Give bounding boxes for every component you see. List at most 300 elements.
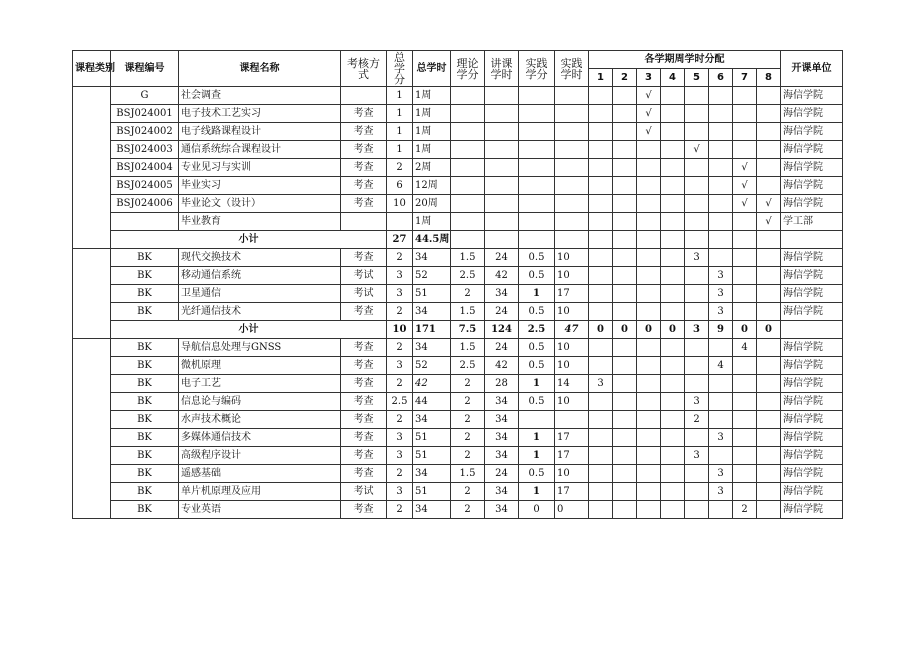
semester-8-value: [757, 105, 781, 123]
exam-type: 考查: [341, 411, 387, 429]
subtotal-label: 小计: [111, 231, 387, 249]
subtotal-semester-4: [661, 231, 685, 249]
semester-8-value: [757, 375, 781, 393]
theory-credits: [451, 159, 485, 177]
subtotal-row: [73, 321, 843, 339]
exam-type: 考查: [341, 177, 387, 195]
semester-2-value: [613, 339, 637, 357]
course-code: BK: [111, 267, 179, 285]
exam-type: 考试: [341, 267, 387, 285]
header-semester-8: 8: [757, 69, 781, 87]
subtotal-semester-1: 0: [589, 321, 613, 339]
lecture-hours: [485, 159, 519, 177]
course-name: 社会调查: [179, 87, 341, 105]
semester-4-value: [661, 159, 685, 177]
credits: 2: [387, 339, 413, 357]
semester-8-value: [757, 393, 781, 411]
exam-type: 考查: [341, 447, 387, 465]
semester-2-value: [613, 105, 637, 123]
subtotal-semester-2: 0: [613, 321, 637, 339]
course-name: 毕业论文（设计）: [179, 195, 341, 213]
total-hours: 51: [413, 285, 451, 303]
lecture-hours: 34: [485, 285, 519, 303]
practice-hours: 14: [555, 375, 589, 393]
semester-4-value: [661, 285, 685, 303]
lecture-hours: 24: [485, 249, 519, 267]
total-hours: 1周: [413, 87, 451, 105]
subtotal-practice-credits: [519, 231, 555, 249]
semester-8-value: [757, 141, 781, 159]
semester-8-value: [757, 357, 781, 375]
credits: 3: [387, 483, 413, 501]
practice-hours: [555, 411, 589, 429]
semester-8-value: [757, 87, 781, 105]
semester-8-value: [757, 303, 781, 321]
lecture-hours: 42: [485, 357, 519, 375]
header-practice-hours: 实践学时: [555, 51, 589, 87]
semester-5-value: [685, 429, 709, 447]
subtotal-practice-hours: 47: [555, 321, 589, 339]
total-hours: 34: [413, 249, 451, 267]
semester-8-value: [757, 123, 781, 141]
practice-hours: [555, 105, 589, 123]
department: 海信学院: [781, 159, 843, 177]
exam-type: 考查: [341, 159, 387, 177]
subtotal-dept: [781, 231, 843, 249]
lecture-hours: 34: [485, 501, 519, 519]
practice-credits: 1: [519, 447, 555, 465]
course-name: 专业见习与实训: [179, 159, 341, 177]
course-code: BK: [111, 393, 179, 411]
semester-7-value: [733, 213, 757, 231]
table-body: [73, 87, 843, 519]
semester-5-value: [685, 501, 709, 519]
semester-6-value: [709, 141, 733, 159]
exam-type: 考试: [341, 483, 387, 501]
practice-hours: 10: [555, 267, 589, 285]
practice-hours: [555, 87, 589, 105]
practice-hours: 17: [555, 447, 589, 465]
semester-6-value: [709, 411, 733, 429]
semester-6-value: [709, 123, 733, 141]
course-code: BSJ024002: [111, 123, 179, 141]
course-code: BK: [111, 501, 179, 519]
practice-credits: [519, 159, 555, 177]
table-row: [73, 285, 843, 303]
credits: 6: [387, 177, 413, 195]
theory-credits: 2: [451, 393, 485, 411]
semester-3-value: [637, 177, 661, 195]
semester-7-value: [733, 411, 757, 429]
course-name: 微机原理: [179, 357, 341, 375]
exam-type: [341, 213, 387, 231]
practice-credits: 1: [519, 483, 555, 501]
semester-2-value: [613, 393, 637, 411]
semester-8-value: [757, 501, 781, 519]
practice-credits: [519, 411, 555, 429]
semester-7-value: 2: [733, 501, 757, 519]
table-row: [73, 267, 843, 285]
exam-type: 考查: [341, 249, 387, 267]
subtotal-hours: 44.5周: [413, 231, 451, 249]
semester-1-value: [589, 429, 613, 447]
semester-5-value: [685, 159, 709, 177]
semester-4-value: [661, 267, 685, 285]
semester-3-value: [637, 249, 661, 267]
subtotal-semester-2: [613, 231, 637, 249]
semester-8-value: [757, 465, 781, 483]
theory-credits: 2: [451, 411, 485, 429]
semester-1-value: [589, 285, 613, 303]
course-name: 水声技术概论: [179, 411, 341, 429]
total-hours: 1周: [413, 105, 451, 123]
semester-7-value: 4: [733, 339, 757, 357]
subtotal-semester-7: [733, 231, 757, 249]
header-dept: 开课单位: [781, 51, 843, 87]
semester-3-value: [637, 447, 661, 465]
semester-4-value: [661, 141, 685, 159]
credits: 10: [387, 195, 413, 213]
credits: 3: [387, 285, 413, 303]
lecture-hours: [485, 87, 519, 105]
exam-type: 考查: [341, 105, 387, 123]
semester-4-value: [661, 213, 685, 231]
course-name: 光纤通信技术: [179, 303, 341, 321]
credits: 2: [387, 411, 413, 429]
semester-2-value: [613, 429, 637, 447]
theory-credits: 1.5: [451, 339, 485, 357]
practice-hours: 10: [555, 357, 589, 375]
total-hours: 1周: [413, 123, 451, 141]
course-code: BK: [111, 465, 179, 483]
total-hours: 52: [413, 357, 451, 375]
lecture-hours: [485, 213, 519, 231]
department: 海信学院: [781, 429, 843, 447]
semester-7-value: √: [733, 159, 757, 177]
lecture-hours: [485, 141, 519, 159]
semester-7-value: [733, 483, 757, 501]
header-semester-group: 各学期周学时分配: [589, 51, 781, 69]
header-total-hours: 总学时: [413, 51, 451, 87]
course-code: BK: [111, 429, 179, 447]
practice-credits: 1: [519, 285, 555, 303]
semester-7-value: [733, 285, 757, 303]
lecture-hours: 28: [485, 375, 519, 393]
semester-7-value: [733, 303, 757, 321]
semester-6-value: [709, 159, 733, 177]
lecture-hours: 34: [485, 429, 519, 447]
lecture-hours: [485, 105, 519, 123]
semester-2-value: [613, 375, 637, 393]
semester-1-value: [589, 213, 613, 231]
total-hours: 51: [413, 447, 451, 465]
semester-5-value: 3: [685, 393, 709, 411]
table-row: [73, 195, 843, 213]
table-row: [73, 303, 843, 321]
semester-6-value: [709, 213, 733, 231]
department: 海信学院: [781, 141, 843, 159]
course-name: 电子技术工艺实习: [179, 105, 341, 123]
semester-7-value: [733, 429, 757, 447]
semester-5-value: [685, 375, 709, 393]
semester-6-value: 3: [709, 429, 733, 447]
semester-5-value: [685, 357, 709, 375]
semester-2-value: [613, 123, 637, 141]
semester-8-value: [757, 339, 781, 357]
subtotal-lecture: 124: [485, 321, 519, 339]
semester-7-value: [733, 465, 757, 483]
semester-1-value: [589, 447, 613, 465]
practice-credits: [519, 123, 555, 141]
course-code: [111, 213, 179, 231]
header-semester-3: 3: [637, 69, 661, 87]
semester-7-value: [733, 141, 757, 159]
department: 海信学院: [781, 177, 843, 195]
practice-credits: 0: [519, 501, 555, 519]
total-hours: 1周: [413, 213, 451, 231]
course-code: BK: [111, 249, 179, 267]
semester-8-value: [757, 411, 781, 429]
total-hours: 44: [413, 393, 451, 411]
subtotal-row: [73, 231, 843, 249]
semester-6-value: [709, 177, 733, 195]
header-name: 课程名称: [179, 51, 341, 87]
semester-3-value: [637, 213, 661, 231]
credits: 2: [387, 501, 413, 519]
semester-3-value: [637, 393, 661, 411]
header-category: 课程类别: [73, 51, 111, 87]
semester-7-value: √: [733, 195, 757, 213]
subtotal-dept: [781, 321, 843, 339]
semester-8-value: [757, 285, 781, 303]
semester-7-value: [733, 105, 757, 123]
semester-2-value: [613, 177, 637, 195]
lecture-hours: 34: [485, 411, 519, 429]
practice-hours: 17: [555, 285, 589, 303]
credits: 3: [387, 447, 413, 465]
semester-1-value: [589, 483, 613, 501]
subtotal-semester-6: 9: [709, 321, 733, 339]
practice-hours: 10: [555, 393, 589, 411]
semester-7-value: [733, 123, 757, 141]
semester-4-value: [661, 339, 685, 357]
credits: 3: [387, 357, 413, 375]
subtotal-practice-credits: 2.5: [519, 321, 555, 339]
theory-credits: 1.5: [451, 465, 485, 483]
department: 海信学院: [781, 195, 843, 213]
practice-credits: 0.5: [519, 393, 555, 411]
semester-5-value: [685, 123, 709, 141]
header-exam: 考核方式: [341, 51, 387, 87]
semester-5-value: √: [685, 141, 709, 159]
semester-2-value: [613, 159, 637, 177]
semester-1-value: [589, 393, 613, 411]
exam-type: 考查: [341, 501, 387, 519]
semester-1-value: [589, 195, 613, 213]
theory-credits: 1.5: [451, 249, 485, 267]
course-code: BK: [111, 339, 179, 357]
semester-4-value: [661, 375, 685, 393]
practice-hours: 10: [555, 303, 589, 321]
semester-6-value: [709, 393, 733, 411]
course-code: BK: [111, 303, 179, 321]
course-name: 移动通信系统: [179, 267, 341, 285]
semester-7-value: [733, 375, 757, 393]
curriculum-table: [72, 50, 843, 519]
practice-credits: 0.5: [519, 357, 555, 375]
semester-1-value: [589, 267, 613, 285]
theory-credits: [451, 213, 485, 231]
semester-5-value: [685, 285, 709, 303]
subtotal-semester-3: [637, 231, 661, 249]
semester-2-value: [613, 501, 637, 519]
semester-7-value: [733, 87, 757, 105]
semester-3-value: [637, 501, 661, 519]
exam-type: 考查: [341, 123, 387, 141]
category-cell: [73, 249, 111, 339]
semester-4-value: [661, 447, 685, 465]
subtotal-theory: [451, 231, 485, 249]
semester-3-value: [637, 195, 661, 213]
credits: 2: [387, 465, 413, 483]
header-practice-credits: 实践学分: [519, 51, 555, 87]
semester-6-value: [709, 249, 733, 267]
total-hours: 51: [413, 429, 451, 447]
course-code: BK: [111, 483, 179, 501]
semester-3-value: [637, 429, 661, 447]
course-name: 现代交换技术: [179, 249, 341, 267]
semester-1-value: [589, 501, 613, 519]
practice-hours: 10: [555, 465, 589, 483]
semester-2-value: [613, 411, 637, 429]
course-name: 通信系统综合课程设计: [179, 141, 341, 159]
semester-8-value: √: [757, 213, 781, 231]
lecture-hours: [485, 177, 519, 195]
course-name: 电子工艺: [179, 375, 341, 393]
practice-hours: [555, 177, 589, 195]
department: 海信学院: [781, 357, 843, 375]
semester-2-value: [613, 447, 637, 465]
semester-7-value: [733, 393, 757, 411]
semester-4-value: [661, 465, 685, 483]
total-hours: 2周: [413, 159, 451, 177]
semester-1-value: [589, 465, 613, 483]
semester-1-value: [589, 411, 613, 429]
semester-3-value: [637, 483, 661, 501]
semester-4-value: [661, 429, 685, 447]
course-name: 信息论与编码: [179, 393, 341, 411]
department: 海信学院: [781, 303, 843, 321]
exam-type: 考查: [341, 393, 387, 411]
semester-3-value: √: [637, 105, 661, 123]
table-row: [73, 483, 843, 501]
exam-type: 考查: [341, 195, 387, 213]
semester-4-value: [661, 393, 685, 411]
department: 海信学院: [781, 123, 843, 141]
total-hours: 34: [413, 501, 451, 519]
course-name: 遥感基础: [179, 465, 341, 483]
table-row: [73, 375, 843, 393]
semester-4-value: [661, 501, 685, 519]
department: 海信学院: [781, 285, 843, 303]
practice-credits: [519, 105, 555, 123]
table-row: [73, 447, 843, 465]
course-name: 毕业教育: [179, 213, 341, 231]
table-row: [73, 393, 843, 411]
table-row: [73, 465, 843, 483]
department: 海信学院: [781, 411, 843, 429]
theory-credits: [451, 123, 485, 141]
exam-type: 考查: [341, 339, 387, 357]
total-hours: 34: [413, 465, 451, 483]
course-code: BK: [111, 357, 179, 375]
credits: 2: [387, 303, 413, 321]
theory-credits: 2.5: [451, 357, 485, 375]
total-hours: 1周: [413, 141, 451, 159]
credits: 3: [387, 429, 413, 447]
credits: [387, 213, 413, 231]
semester-3-value: [637, 357, 661, 375]
subtotal-lecture: [485, 231, 519, 249]
semester-1-value: 3: [589, 375, 613, 393]
course-name: 导航信息处理与GNSS: [179, 339, 341, 357]
course-name: 电子线路课程设计: [179, 123, 341, 141]
theory-credits: [451, 177, 485, 195]
practice-hours: 0: [555, 501, 589, 519]
department: 海信学院: [781, 105, 843, 123]
subtotal-semester-3: 0: [637, 321, 661, 339]
theory-credits: [451, 105, 485, 123]
table-row: [73, 141, 843, 159]
department: 海信学院: [781, 87, 843, 105]
semester-8-value: [757, 177, 781, 195]
header-semester-1: 1: [589, 69, 613, 87]
course-code: BSJ024003: [111, 141, 179, 159]
semester-2-value: [613, 465, 637, 483]
theory-credits: 2: [451, 501, 485, 519]
subtotal-credits: 27: [387, 231, 413, 249]
practice-credits: 1: [519, 375, 555, 393]
credits: 1: [387, 87, 413, 105]
subtotal-semester-4: 0: [661, 321, 685, 339]
semester-4-value: [661, 123, 685, 141]
practice-credits: [519, 213, 555, 231]
total-hours: 51: [413, 483, 451, 501]
semester-6-value: 3: [709, 483, 733, 501]
department: 海信学院: [781, 483, 843, 501]
theory-credits: 2: [451, 429, 485, 447]
semester-5-value: [685, 267, 709, 285]
semester-5-value: [685, 339, 709, 357]
semester-8-value: [757, 429, 781, 447]
semester-8-value: [757, 159, 781, 177]
semester-2-value: [613, 213, 637, 231]
course-name: 专业英语: [179, 501, 341, 519]
theory-credits: 2: [451, 447, 485, 465]
header-semester-4: 4: [661, 69, 685, 87]
department: 海信学院: [781, 339, 843, 357]
lecture-hours: [485, 123, 519, 141]
semester-3-value: [637, 375, 661, 393]
semester-1-value: [589, 339, 613, 357]
credits: 1: [387, 141, 413, 159]
subtotal-semester-6: [709, 231, 733, 249]
semester-3-value: √: [637, 123, 661, 141]
lecture-hours: 34: [485, 393, 519, 411]
semester-1-value: [589, 357, 613, 375]
semester-4-value: [661, 357, 685, 375]
subtotal-semester-7: 0: [733, 321, 757, 339]
